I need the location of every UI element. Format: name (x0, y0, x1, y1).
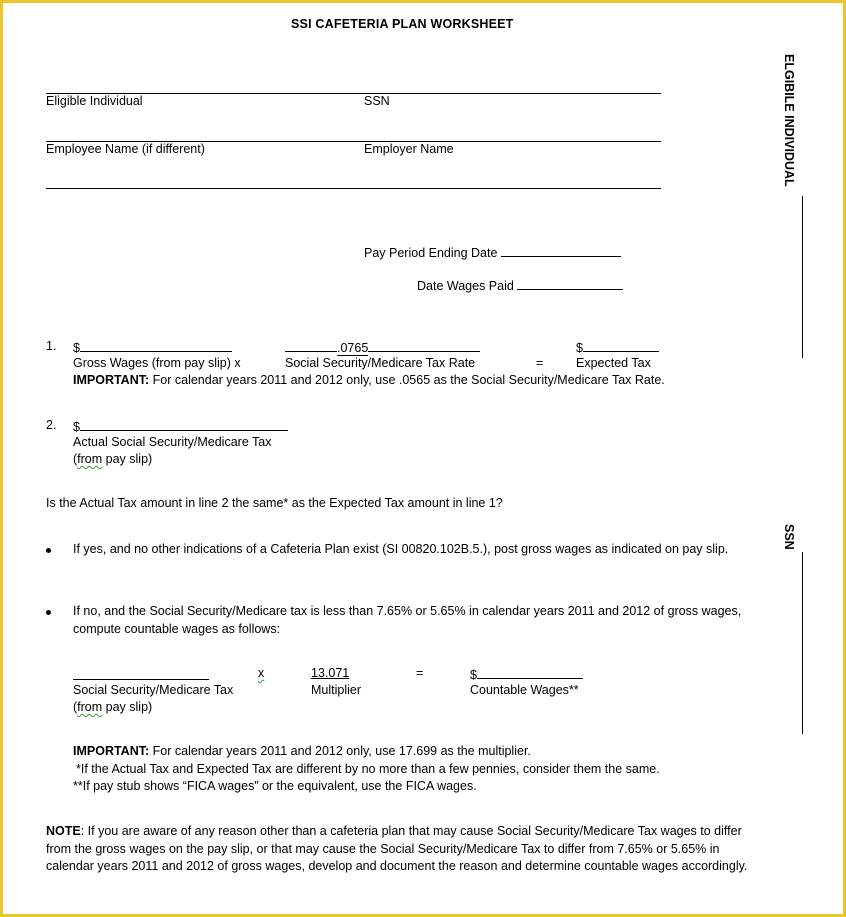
date-wages-paid-label: Date Wages Paid (417, 277, 623, 294)
bullet-yes-text: If yes, and no other indications of a Cafeteria Plan exist (SI 00820.102B.5.), post gross wages as indicated on pay slip. (73, 542, 729, 556)
ssn-label: SSN (364, 94, 390, 108)
formula-equals: = (416, 666, 424, 680)
line1-rate: .0765 (285, 339, 480, 356)
countable-wages-label: Countable Wages** (470, 683, 579, 697)
worksheet-title: SSI CAFETERIA PLAN WORKSHEET (291, 17, 514, 31)
bullet-no-text: If no, and the Social Security/Medicare tax is less than 7.65% or 5.65% in calendar years 2011 and 2012 of gross wages, compute countable wages as follows: (73, 604, 742, 636)
note-paragraph: NOTE: If you are aware of any reason other than a cafeteria plan that may cause Social Security/Medicare Tax wages to differ from the gross wages on the pay slip, or that may cause the Social Security/Medicare Tax to differ from 7.65% or 5.65% in calendar years 2011 and 2012 of gross wages, develop and document the reason and determine countable wages accordingly. (46, 824, 748, 873)
side-eligible-line[interactable] (802, 196, 803, 358)
eligible-individual-label: Eligible Individual (46, 94, 143, 108)
address-line[interactable] (46, 188, 661, 189)
bullet-icon (46, 548, 51, 553)
actual-tax-label: Actual Social Security/Medicare Tax (73, 435, 272, 449)
expected-tax-label: Expected Tax (576, 356, 651, 370)
multiplier-value: 13.071 (311, 666, 350, 680)
expected-tax-field[interactable] (583, 339, 659, 352)
important-multiplier: IMPORTANT: For calendar years 2011 and 2012 only, use 17.699 as the multiplier. (73, 744, 531, 758)
line1-important: IMPORTANT: For calendar years 2011 and 2012 only, use .0565 as the Social Security/Medicare Tax Rate. (73, 373, 665, 387)
side-ssn: SSN (782, 524, 796, 550)
pay-period-ending-label: Pay Period Ending Date (364, 244, 621, 261)
formula-from-label: (from pay slip) (73, 700, 153, 714)
line1-gross-dollar: $ (73, 339, 232, 356)
line2-number: 2. (46, 418, 57, 432)
date-wages-paid-field[interactable] (517, 277, 623, 290)
tax-amount-field[interactable] (73, 679, 209, 680)
actual-tax-field[interactable] (80, 418, 288, 431)
side-ssn-line[interactable] (802, 552, 803, 734)
formula-tax-label: Social Security/Medicare Tax (73, 683, 234, 697)
comparison-question: Is the Actual Tax amount in line 2 the same* as the Expected Tax amount in line 1? (46, 496, 503, 510)
bullet-icon (46, 610, 51, 615)
tax-rate-label: Social Security/Medicare Tax Rate (285, 356, 476, 370)
employee-name-label: Employee Name (if different) (46, 142, 205, 156)
actual-tax-from-label: (from pay slip) (73, 452, 153, 466)
pay-period-ending-field[interactable] (501, 244, 621, 257)
countable-dollar: $ (470, 666, 583, 683)
employer-name-label: Employer Name (364, 142, 454, 156)
line1-number: 1. (46, 339, 57, 353)
line2-dollar: $ (73, 418, 288, 435)
footnote-pennies: *If the Actual Tax and Expected Tax are different by no more than a few pennies, consider them the same. (76, 762, 660, 776)
multiplier-label: Multiplier (311, 683, 362, 697)
line1-equals: = (536, 356, 544, 370)
gross-wages-label: Gross Wages (from pay slip) x (73, 356, 241, 370)
line1-expected-dollar: $ (576, 339, 659, 356)
gross-wages-field[interactable] (80, 339, 232, 352)
footnote-fica: **If pay stub shows “FICA wages” or the equivalent, use the FICA wages. (73, 779, 477, 793)
countable-wages-field[interactable] (477, 666, 583, 679)
side-eligible-individual: ELGIBILE INDIVIDUAL (782, 54, 796, 187)
formula-times: x (258, 666, 265, 680)
